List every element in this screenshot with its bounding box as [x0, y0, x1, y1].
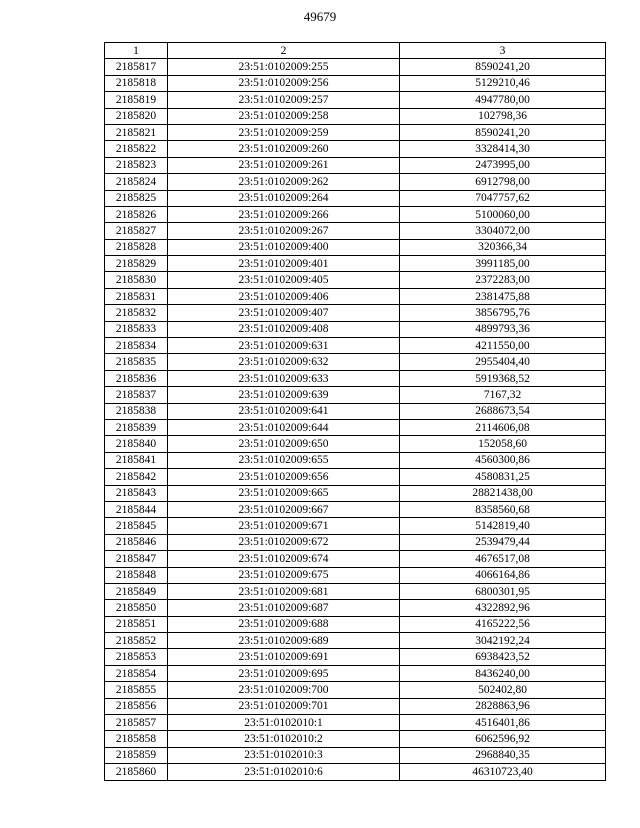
cadastral-value-cell: 5129210,46: [400, 75, 606, 91]
cadastral-number-cell: 23:51:0102009:665: [168, 485, 400, 501]
cadastral-value-cell: 4560300,86: [400, 452, 606, 468]
table-row: [105, 682, 606, 698]
table-row: [105, 239, 606, 255]
column-header-2: 2: [168, 43, 400, 59]
cadastral-number-cell: 23:51:0102009:258: [168, 108, 400, 124]
row-number-cell: 2185841: [105, 452, 168, 468]
table-row: [105, 633, 606, 649]
cadastral-value-cell: 3328414,30: [400, 141, 606, 157]
row-number-cell: 2185845: [105, 518, 168, 534]
row-number-cell: 2185846: [105, 534, 168, 550]
row-number-cell: 2185853: [105, 649, 168, 665]
cadastral-value-cell: 8436240,00: [400, 665, 606, 681]
cadastral-value-cell: 4899793,36: [400, 321, 606, 337]
table-body: [105, 59, 606, 780]
table-row: [105, 157, 606, 173]
table-row: [105, 419, 606, 435]
cadastral-value-cell: 2539479,44: [400, 534, 606, 550]
cadastral-number-cell: 23:51:0102009:667: [168, 501, 400, 517]
cadastral-number-cell: 23:51:0102009:687: [168, 600, 400, 616]
cadastral-number-cell: 23:51:0102009:639: [168, 387, 400, 403]
cadastral-value-cell: 4165222,56: [400, 616, 606, 632]
cadastral-number-cell: 23:51:0102009:266: [168, 206, 400, 222]
page-number: 49679: [303, 9, 337, 24]
table-row: [105, 108, 606, 124]
row-number-cell: 2185836: [105, 370, 168, 386]
cadastral-number-cell: 23:51:0102009:671: [168, 518, 400, 534]
table-row: [105, 141, 606, 157]
table-row: [105, 518, 606, 534]
row-number-cell: 2185830: [105, 272, 168, 288]
table-row: [105, 272, 606, 288]
row-number-cell: 2185817: [105, 59, 168, 75]
row-number-cell: 2185829: [105, 256, 168, 272]
row-number-cell: 2185826: [105, 206, 168, 222]
row-number-cell: 2185854: [105, 665, 168, 681]
cadastral-number-cell: 23:51:0102009:650: [168, 436, 400, 452]
cadastral-value-cell: 7047757,62: [400, 190, 606, 206]
row-number-cell: 2185850: [105, 600, 168, 616]
table-row: [105, 616, 606, 632]
table-row: [105, 206, 606, 222]
row-number-cell: 2185851: [105, 616, 168, 632]
cadastral-number-cell: 23:51:0102009:641: [168, 403, 400, 419]
cadastral-value-cell: 4947780,00: [400, 92, 606, 108]
cadastral-value-cell: 6800301,95: [400, 583, 606, 599]
row-number-cell: 2185834: [105, 338, 168, 354]
table-row: [105, 370, 606, 386]
row-number-cell: 2185831: [105, 288, 168, 304]
table-row: [105, 190, 606, 206]
table-row: [105, 436, 606, 452]
cadastral-value-cell: 152058,60: [400, 436, 606, 452]
row-number-cell: 2185842: [105, 469, 168, 485]
row-number-cell: 2185860: [105, 764, 168, 780]
cadastral-value-cell: 5142819,40: [400, 518, 606, 534]
cadastral-value-cell: 2372283,00: [400, 272, 606, 288]
cadastral-number-cell: 23:51:0102010:6: [168, 764, 400, 780]
table-row: [105, 288, 606, 304]
row-number-cell: 2185819: [105, 92, 168, 108]
cadastral-number-cell: 23:51:0102009:681: [168, 583, 400, 599]
row-number-cell: 2185858: [105, 731, 168, 747]
table-row: [105, 354, 606, 370]
cadastral-number-cell: 23:51:0102009:267: [168, 223, 400, 239]
row-number-cell: 2185849: [105, 583, 168, 599]
table-row: [105, 469, 606, 485]
table-row: [105, 485, 606, 501]
table-row: [105, 92, 606, 108]
row-number-cell: 2185837: [105, 387, 168, 403]
table-row: [105, 59, 606, 75]
table-row: [105, 501, 606, 517]
cadastral-number-cell: 23:51:0102009:656: [168, 469, 400, 485]
cadastral-number-cell: 23:51:0102009:400: [168, 239, 400, 255]
row-number-cell: 2185835: [105, 354, 168, 370]
cadastral-value-cell: 3304072,00: [400, 223, 606, 239]
row-number-cell: 2185844: [105, 501, 168, 517]
cadastral-value-cell: 8358560,68: [400, 501, 606, 517]
row-number-cell: 2185840: [105, 436, 168, 452]
table-row: [105, 338, 606, 354]
cadastral-number-cell: 23:51:0102009:675: [168, 567, 400, 583]
row-number-cell: 2185818: [105, 75, 168, 91]
row-number-cell: 2185847: [105, 551, 168, 567]
table-row: [105, 698, 606, 714]
cadastral-number-cell: 23:51:0102009:261: [168, 157, 400, 173]
row-number-cell: 2185827: [105, 223, 168, 239]
cadastral-value-cell: 6938423,52: [400, 649, 606, 665]
table-row: [105, 321, 606, 337]
row-number-cell: 2185825: [105, 190, 168, 206]
cadastral-value-cell: 2114606,08: [400, 419, 606, 435]
table-row: [105, 764, 606, 780]
table-row: [105, 649, 606, 665]
table-row: [105, 731, 606, 747]
table-row: [105, 305, 606, 321]
cadastral-number-cell: 23:51:0102009:401: [168, 256, 400, 272]
cadastral-value-cell: 3991185,00: [400, 256, 606, 272]
table-row: [105, 256, 606, 272]
cadastral-value-cell: 2381475,88: [400, 288, 606, 304]
cadastral-number-cell: 23:51:0102009:405: [168, 272, 400, 288]
cadastral-number-cell: 23:51:0102009:644: [168, 419, 400, 435]
row-number-cell: 2185848: [105, 567, 168, 583]
table-row: [105, 403, 606, 419]
table-row: [105, 600, 606, 616]
cadastral-number-cell: 23:51:0102009:655: [168, 452, 400, 468]
cadastral-value-cell: 4516401,86: [400, 715, 606, 731]
cadastral-value-cell: 2473995,00: [400, 157, 606, 173]
cadastral-value-cell: 2828863,96: [400, 698, 606, 714]
row-number-cell: 2185832: [105, 305, 168, 321]
cadastral-value-cell: 28821438,00: [400, 485, 606, 501]
table-row: [105, 715, 606, 731]
column-header-3: 3: [400, 43, 606, 59]
cadastral-number-cell: 23:51:0102009:700: [168, 682, 400, 698]
cadastral-value-cell: 320366,34: [400, 239, 606, 255]
cadastral-value-cell: 4322892,96: [400, 600, 606, 616]
cadastral-value-cell: 3042192,24: [400, 633, 606, 649]
cadastral-value-cell: 8590241,20: [400, 59, 606, 75]
cadastral-number-cell: 23:51:0102009:633: [168, 370, 400, 386]
cadastral-number-cell: 23:51:0102009:264: [168, 190, 400, 206]
cadastral-value-cell: 46310723,40: [400, 764, 606, 780]
cadastral-number-cell: 23:51:0102009:256: [168, 75, 400, 91]
cadastral-value-cell: 4676517,08: [400, 551, 606, 567]
row-number-cell: 2185843: [105, 485, 168, 501]
table-row: [105, 223, 606, 239]
cadastral-value-cell: 102798,36: [400, 108, 606, 124]
cadastral-number-cell: 23:51:0102009:688: [168, 616, 400, 632]
cadastral-value-table: [104, 42, 606, 781]
cadastral-number-cell: 23:51:0102009:259: [168, 124, 400, 140]
cadastral-value-cell: 2688673,54: [400, 403, 606, 419]
table-row: [105, 387, 606, 403]
table-header-row: [105, 43, 606, 59]
table-row: [105, 75, 606, 91]
cadastral-number-cell: 23:51:0102009:631: [168, 338, 400, 354]
row-number-cell: 2185833: [105, 321, 168, 337]
row-number-cell: 2185823: [105, 157, 168, 173]
cadastral-value-cell: 5100060,00: [400, 206, 606, 222]
row-number-cell: 2185822: [105, 141, 168, 157]
row-number-cell: 2185839: [105, 419, 168, 435]
cadastral-number-cell: 23:51:0102009:691: [168, 649, 400, 665]
column-header-1: 1: [105, 43, 168, 59]
cadastral-value-cell: 502402,80: [400, 682, 606, 698]
cadastral-number-cell: 23:51:0102009:695: [168, 665, 400, 681]
cadastral-number-cell: 23:51:0102009:407: [168, 305, 400, 321]
row-number-cell: 2185855: [105, 682, 168, 698]
cadastral-number-cell: 23:51:0102009:632: [168, 354, 400, 370]
cadastral-number-cell: 23:51:0102009:257: [168, 92, 400, 108]
row-number-cell: 2185828: [105, 239, 168, 255]
row-number-cell: 2185838: [105, 403, 168, 419]
table-row: [105, 747, 606, 763]
cadastral-value-cell: 5919368,52: [400, 370, 606, 386]
cadastral-number-cell: 23:51:0102009:255: [168, 59, 400, 75]
table-row: [105, 551, 606, 567]
cadastral-number-cell: 23:51:0102010:3: [168, 747, 400, 763]
table-row: [105, 665, 606, 681]
cadastral-number-cell: 23:51:0102009:262: [168, 174, 400, 190]
cadastral-value-cell: 7167,32: [400, 387, 606, 403]
row-number-cell: 2185856: [105, 698, 168, 714]
cadastral-number-cell: 23:51:0102009:674: [168, 551, 400, 567]
cadastral-value-cell: 4066164,86: [400, 567, 606, 583]
table-row: [105, 452, 606, 468]
cadastral-number-cell: 23:51:0102009:672: [168, 534, 400, 550]
cadastral-number-cell: 23:51:0102009:408: [168, 321, 400, 337]
cadastral-number-cell: 23:51:0102010:2: [168, 731, 400, 747]
cadastral-value-cell: 3856795,76: [400, 305, 606, 321]
row-number-cell: 2185821: [105, 124, 168, 140]
cadastral-number-cell: 23:51:0102009:260: [168, 141, 400, 157]
table-row: [105, 567, 606, 583]
cadastral-value-cell: 4580831,25: [400, 469, 606, 485]
table-row: [105, 583, 606, 599]
table-row: [105, 534, 606, 550]
cadastral-number-cell: 23:51:0102009:406: [168, 288, 400, 304]
table-row: [105, 174, 606, 190]
row-number-cell: 2185859: [105, 747, 168, 763]
row-number-cell: 2185820: [105, 108, 168, 124]
cadastral-value-cell: 2968840,35: [400, 747, 606, 763]
cadastral-number-cell: 23:51:0102009:689: [168, 633, 400, 649]
row-number-cell: 2185857: [105, 715, 168, 731]
table-row: [105, 124, 606, 140]
row-number-cell: 2185824: [105, 174, 168, 190]
cadastral-value-cell: 8590241,20: [400, 124, 606, 140]
cadastral-value-cell: 6912798,00: [400, 174, 606, 190]
row-number-cell: 2185852: [105, 633, 168, 649]
cadastral-value-cell: 4211550,00: [400, 338, 606, 354]
cadastral-number-cell: 23:51:0102009:701: [168, 698, 400, 714]
cadastral-value-cell: 2955404,40: [400, 354, 606, 370]
cadastral-value-cell: 6062596,92: [400, 731, 606, 747]
cadastral-number-cell: 23:51:0102010:1: [168, 715, 400, 731]
